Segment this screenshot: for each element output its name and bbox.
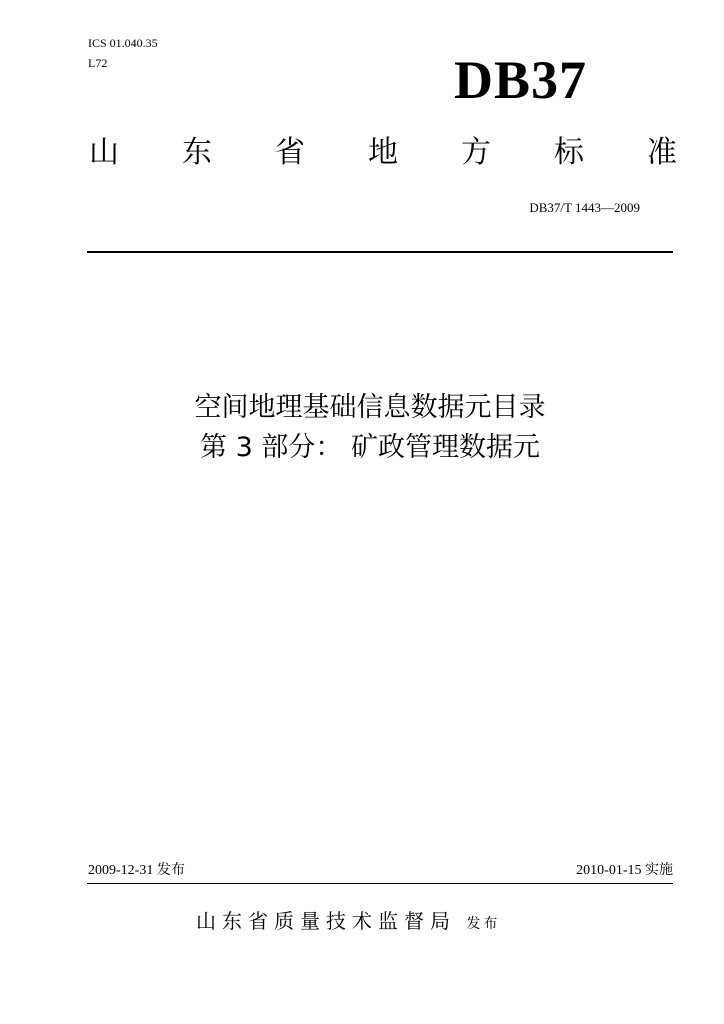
- title-char: 山: [89, 135, 119, 170]
- title-line-2: 第 3 部分： 矿政管理数据元: [200, 432, 540, 463]
- publisher-suffix: 发布: [466, 916, 501, 932]
- ics-code: ICS 01.040.35: [88, 36, 158, 50]
- publisher: [196, 906, 500, 939]
- title-line-1: 空间地理基础信息数据元目录: [194, 392, 546, 423]
- document-number: DB37/T 1443—2009: [529, 200, 640, 215]
- footer-divider: [87, 883, 673, 884]
- header-divider: [87, 251, 673, 253]
- implementation-date: 2010-01-15 实施: [576, 863, 673, 878]
- title-char: 地: [368, 135, 398, 170]
- title-char: 方: [461, 135, 491, 170]
- title-char: 东: [182, 135, 212, 170]
- publisher-name: 山东省质量技术监督局: [196, 909, 456, 933]
- title-char: 准: [647, 135, 677, 170]
- standard-type-title: [88, 136, 678, 172]
- document-title: [150, 388, 590, 468]
- title-char: 省: [275, 135, 305, 170]
- standard-code-logo: DB37: [454, 50, 588, 110]
- title-char: 标: [554, 135, 584, 170]
- classification-code: L72: [88, 56, 108, 70]
- issue-date: 2009-12-31 发布: [88, 863, 185, 878]
